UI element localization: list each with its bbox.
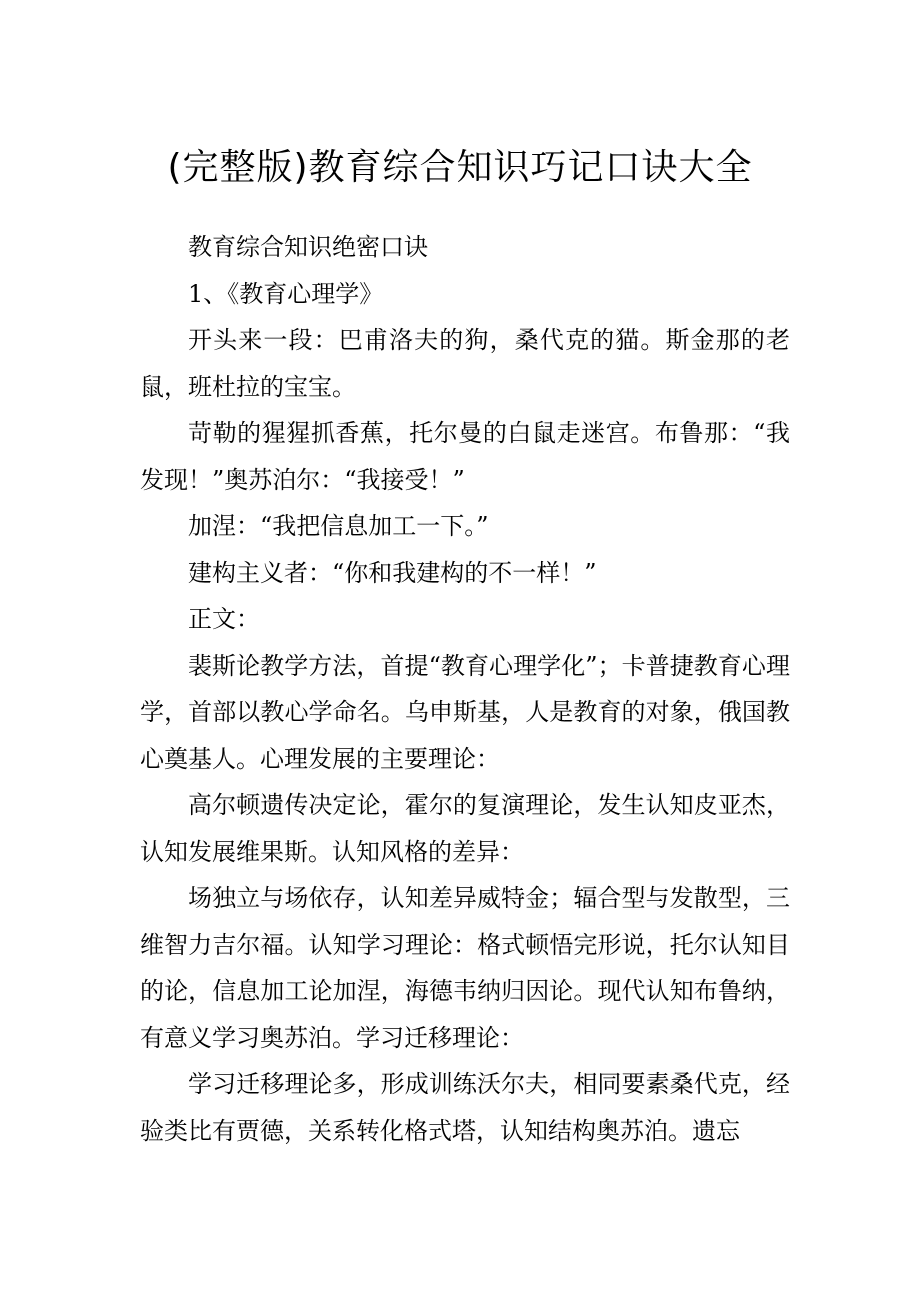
paragraph: 建构主义者：“你和我建构的不一样！”: [188, 558, 597, 587]
paragraph: 开头来一段：巴甫洛夫的狗，桑代克的猫。斯金那的老鼠，班杜拉的宝宝。: [140, 326, 790, 401]
paragraph: 学习迁移理论多，形成训练沃尔夫，相同要素桑代克，经验类比有贾德，关系转化格式塔，认知结构奥苏泊。遗忘: [140, 1070, 790, 1145]
document-title: (完整版)教育综合知识巧记口诀大全: [167, 147, 753, 188]
paragraph: 教育综合知识绝密口诀: [188, 233, 428, 261]
paragraph: 裴斯论教学方法，首提“教育心理学化”；卡普捷教育心理学，首部以教心学命名。乌申斯基，人是教育的对象，俄国教心奠基人。心理发展的主要理论：: [140, 651, 790, 773]
paragraph: 场独立与场依存，认知差异威特金；辐合型与发散型，三维智力吉尔福。认知学习理论：格式顿悟完形说，托尔认知目的论，信息加工论加涅，海德韦纳归因论。现代认知布鲁纳，有意义学习奥苏泊。学习迁移理论：: [140, 884, 790, 1052]
paragraph: 正文：: [188, 605, 260, 633]
paragraph: 加涅：“我把信息加工一下。”: [188, 512, 489, 540]
paragraph: 苛勒的猩猩抓香蕉，托尔曼的白鼠走迷宫。布鲁那：“我发现！”奥苏泊尔：“我接受！”: [140, 419, 790, 494]
document-body: [140, 224, 790, 1154]
paragraph: 1、《教育心理学》: [188, 279, 384, 308]
paragraph: 高尔顿遗传决定论，霍尔的复演理论，发生认知皮亚杰，认知发展维果斯。认知风格的差异：: [140, 791, 790, 866]
